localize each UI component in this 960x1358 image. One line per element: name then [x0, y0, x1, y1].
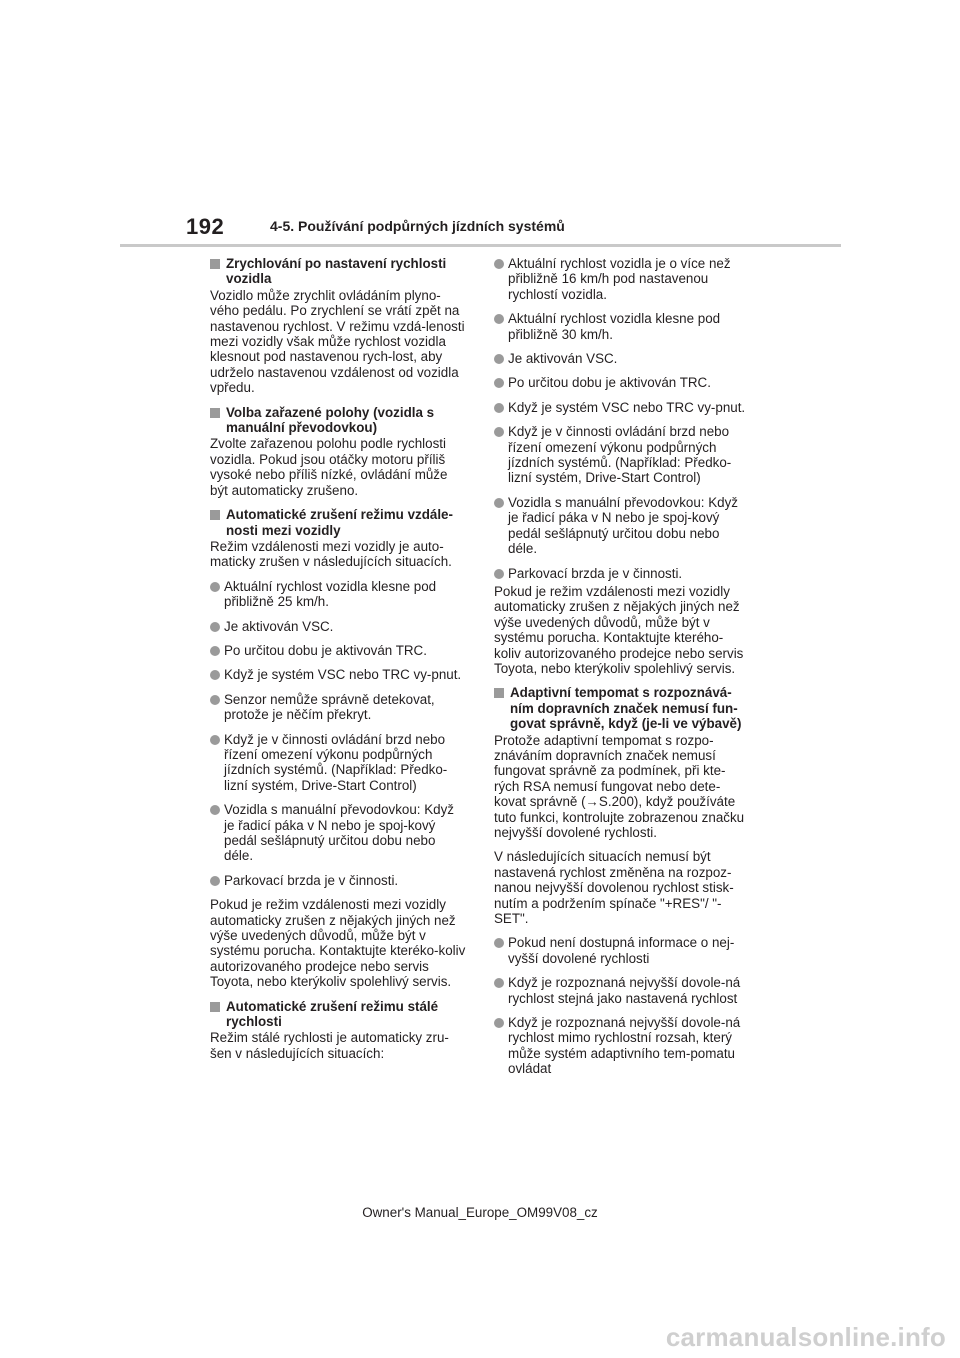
paragraph-constant-speed-cancel: Režim stálé rychlosti je automaticky zru-šen v následujících situacích:: [210, 1030, 449, 1061]
list-item: Je aktivován VSC.: [494, 351, 750, 366]
circle-bullet-icon: [494, 978, 504, 988]
circle-bullet-icon: [494, 498, 504, 508]
paragraph-malfunction: Pokud je režim vzdálenosti mezi vozidly automaticky zrušen z nějakých jiných než výše uvedených důvodů, může být v systému porucha. Kontaktujte kterého-koliv autorizovaného prodejce nebo servis Toyota, nebo kterýkoliv spolehlivý servis.: [494, 583, 744, 676]
paragraph-rsa-conditions: Protože adaptivní tempomat s rozpo-znáváním dopravních značek nemusí fungovat správně za podmínek, při kte-rých RSA nemusí fungovat nebo dete-kovat správně (→S.200), když používáte tuto funkci, kontrolujte zobrazenou značku nejvyšší dovolené rychlosti.: [494, 732, 745, 840]
watermark: carmanualsonline.info: [665, 1322, 946, 1352]
left-column: [210, 256, 466, 1070]
list-item: Parkovací brzda je v činnosti.: [494, 566, 750, 581]
list-item: Vozidla s manuální převodovkou: Když je řadicí páka v N nebo je spoj-kový pedál sešlápnutý určitou dobu nebo déle.: [494, 495, 750, 557]
circle-bullet-icon: [494, 314, 504, 324]
circle-bullet-icon: [210, 670, 220, 680]
header-rule: [120, 244, 841, 247]
list-item: Vozidla s manuální převodovkou: Když je řadicí páka v N nebo je spoj-kový pedál sešlápnutý určitou dobu nebo déle.: [210, 802, 466, 864]
square-bullet-icon: [210, 408, 220, 418]
paragraph-malfunction: Pokud je režim vzdálenosti mezi vozidly automaticky zrušen z nějakých jiných než výše uvedených důvodů, může být v systému porucha. Kontaktujte kteréko-koliv autorizovaného prodejce nebo servis Toyota, nebo kterýkoliv spolehlivý servis.: [210, 897, 466, 990]
list-item: Aktuální rychlost vozidla klesne pod přibližně 25 km/h.: [210, 579, 466, 610]
square-bullet-icon: [210, 259, 220, 269]
circle-bullet-icon: [494, 378, 504, 388]
circle-bullet-icon: [494, 938, 504, 948]
paragraph-distance-cancel: Režim vzdálenosti mezi vozidly je auto-maticky zrušen v následujících situacích.: [210, 538, 452, 570]
circle-bullet-icon: [494, 427, 504, 437]
list-item: Je aktivován VSC.: [210, 619, 466, 634]
heading-constant-speed-cancel: Automatické zrušení režimu stálé rychlosti: [210, 999, 466, 1030]
list-item: Když je v činnosti ovládání brzd nebo řízení omezení výkonu podpůrných jízdních systémů. (Například: Předko-lizní systém, Drive-Start Control): [494, 424, 750, 486]
paragraph-gear-selection: Zvolte zařazenou polohu podle rychlosti vozidla. Pokud jsou otáčky motoru příliš vysoké nebo příliš nízké, ovládání může být automaticky zrušeno.: [210, 436, 448, 498]
circle-bullet-icon: [210, 622, 220, 632]
list-item: Senzor nemůže správně detekovat, protože je něčím překryt.: [210, 692, 466, 723]
footer-manual-id: Owner's Manual_Europe_OM99V08_cz: [362, 1205, 598, 1220]
heading-gear-selection: Volba zařazené polohy (vozidla s manuální převodovkou): [210, 405, 466, 436]
paragraph-set-speed-situations: V následujících situacích nemusí být nastavená rychlost změněna na rozpoz-nanou nejvyšší dovolenou rychlost stisk-nutím a podržením spínače "+RES"/ "-SET".: [494, 849, 734, 927]
circle-bullet-icon: [494, 354, 504, 364]
page-number: 192: [186, 214, 225, 239]
list-item: Když je rozpoznaná nejvyšší dovole-ná rychlost mimo rychlostní rozsah, který může systém adaptivního tem-pomatu ovládat: [494, 1015, 750, 1077]
heading-acceleration: Zrychlování po nastavení rychlosti vozidla: [210, 256, 466, 287]
square-bullet-icon: [494, 688, 504, 698]
right-column: [494, 256, 750, 1086]
list-item: Když je rozpoznaná nejvyšší dovole-ná rychlost stejná jako nastavená rychlost: [494, 975, 750, 1006]
circle-bullet-icon: [494, 259, 504, 269]
circle-bullet-icon: [494, 1018, 504, 1028]
paragraph-acceleration: Vozidlo může zrychlit ovládáním plyno-vého pedálu. Po zrychlení se vrátí zpět na nastavenou rychlost. V režimu vzdá-lenosti mezi vozidly však může rychlost vozidla klesnout pod nastavenou rych-lost, aby udrželo nastavenou vzdálenost od vozidla vpředu.: [210, 287, 465, 396]
list-item: Když je systém VSC nebo TRC vy-pnut.: [494, 400, 750, 415]
list-item: Když je v činnosti ovládání brzd nebo řízení omezení výkonu podpůrných jízdních systémů. (Například: Předko-lizní systém, Drive-Start Control): [210, 732, 466, 794]
list-item: Parkovací brzda je v činnosti.: [210, 873, 466, 888]
circle-bullet-icon: [210, 646, 220, 656]
square-bullet-icon: [210, 1002, 220, 1012]
list-item: Po určitou dobu je aktivován TRC.: [210, 643, 466, 658]
circle-bullet-icon: [494, 569, 504, 579]
square-bullet-icon: [210, 510, 220, 520]
heading-distance-cancel: Automatické zrušení režimu vzdále-nosti mezi vozidly: [210, 507, 466, 538]
circle-bullet-icon: [210, 876, 220, 886]
list-item: Když je systém VSC nebo TRC vy-pnut.: [210, 667, 466, 682]
list-item: Po určitou dobu je aktivován TRC.: [494, 375, 750, 390]
section-title: 4-5. Používání podpůrných jízdních systémů: [270, 218, 565, 234]
circle-bullet-icon: [210, 695, 220, 705]
circle-bullet-icon: [210, 735, 220, 745]
circle-bullet-icon: [210, 582, 220, 592]
list-item: Aktuální rychlost vozidla je o více než přibližně 16 km/h pod nastavenou rychlostí vozidla.: [494, 256, 750, 302]
list-item: Pokud není dostupná informace o nej-vyšší dovolené rychlosti: [494, 935, 750, 966]
list-item: Aktuální rychlost vozidla klesne pod přibližně 30 km/h.: [494, 311, 750, 342]
heading-rsa-limitations: Adaptivní tempomat s rozpoznává-ním dopravních značek nemusí fun-govat správně, když (je-li ve výbavě): [494, 685, 750, 731]
circle-bullet-icon: [210, 805, 220, 815]
circle-bullet-icon: [494, 403, 504, 413]
